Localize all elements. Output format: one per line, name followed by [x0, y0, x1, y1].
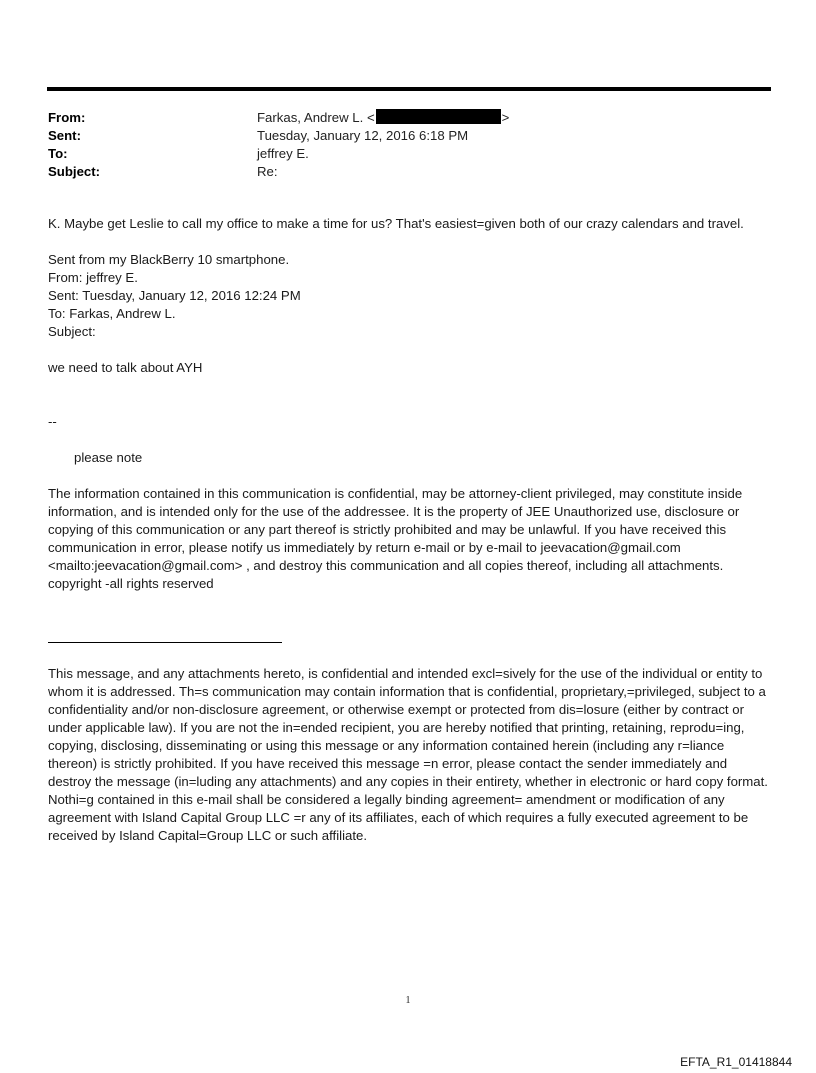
email-header	[48, 109, 748, 181]
to-label: To:	[48, 146, 68, 161]
quoted-line-from: From: jeffrey E.	[48, 270, 138, 285]
page-number: 1	[405, 995, 411, 1006]
disclaimer-island-text: This message, and any attachments hereto, is confidential and intended excl=sively for the use of the individual or entity to whom it is addressed. Th=s communication may contain information that is confidential, proprietary,=privileged, subject to a confidentiality and/or non-disclosure agreement, or otherwise exempt or protected from dis=losure (either by contract or under applicable law). If you are not the in=ended recipient, you are hereby notified that printing, retaining, reprodu=ing, copying, disclosing, disseminating or using this message or any information contained herein (including any r=liance thereon) is strictly prohibited. If you have received this message =n error, please contact the sender immediately and destroy the message (in=luding any attachments) and any copies in their entirety, whether in electronic or hard copy format. Nothi=g contained in this e-mail shall be considered a legally binding agreement= amendment or modification of any agreement with Island Capital Group LLC =r any of its affiliates, each of which requires a fully executed agreement to be received by Island Capital=Group LLC or such affiliate.	[48, 666, 768, 843]
from-name: Farkas, Andrew L. <	[257, 110, 375, 125]
header-rule	[47, 87, 771, 91]
quoted-line-to: To: Farkas, Andrew L.	[48, 306, 176, 321]
subject-label: Subject:	[48, 164, 101, 179]
bates-number: EFTA_R1_01418844	[680, 1055, 792, 1069]
disclaimer-divider	[48, 642, 282, 643]
original-message	[48, 359, 772, 377]
disclaimer-jee	[48, 485, 772, 593]
to-row	[48, 145, 748, 163]
from-row	[48, 109, 748, 127]
redaction-block	[376, 109, 501, 124]
please-note: please note	[74, 450, 143, 465]
signature-separator	[48, 413, 772, 431]
from-suffix: >	[501, 110, 510, 125]
quoted-line-sent: Sent: Tuesday, January 12, 2016 12:24 PM	[48, 288, 301, 303]
to-value: jeffrey E.	[257, 146, 309, 161]
subject-value: Re:	[257, 164, 278, 179]
reply-paragraph: K. Maybe get Leslie to call my office to make a time for us? That's easiest=given both of our crazy calendars and travel.	[48, 216, 744, 231]
from-value	[257, 109, 509, 127]
sent-label: Sent:	[48, 128, 81, 143]
sent-row	[48, 127, 748, 145]
quoted-line-subject: Subject:	[48, 324, 96, 339]
disclaimer-jee-text: The information contained in this communication is confidential, may be attorney-client privileged, may constitute inside information, and is intended only for the use of the addressee. It is the property of JEE Unauthorized use, disclosure or copying of this communication or any part thereof is strictly prohibited and may be unlawful. If you have received this communication in error, please notify us immediately by return e-mail or by e-mail to jeevacation@gmail.com <mailto:jeevacation@gmail.com> , and destroy this communication and all copies thereof, including all attachments. copyright -all rights reserved	[48, 486, 743, 591]
subject-row	[48, 163, 748, 181]
dash-separator: --	[48, 414, 57, 429]
original-message-text: we need to talk about AYH	[48, 360, 203, 375]
quoted-header	[48, 251, 772, 341]
from-label: From:	[48, 110, 86, 125]
quoted-line-signature: Sent from my BlackBerry 10 smartphone.	[48, 252, 290, 267]
disclaimer-island	[48, 665, 772, 845]
sent-value: Tuesday, January 12, 2016 6:18 PM	[257, 128, 469, 143]
reply-text	[48, 215, 772, 233]
